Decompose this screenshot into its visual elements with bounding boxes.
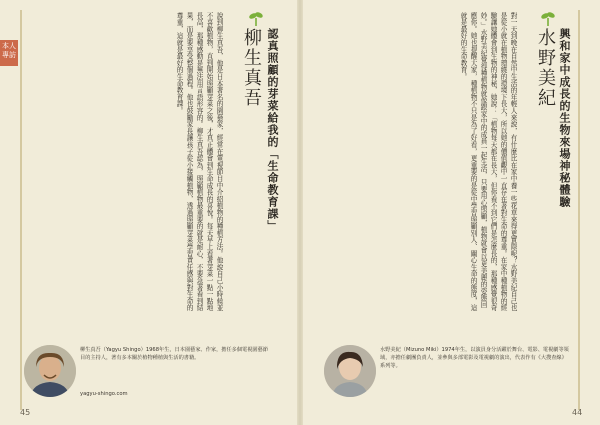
sprout-icon <box>248 10 264 26</box>
section-tab: 本人專訪 <box>0 40 18 66</box>
right-body: 對一天到晚在自然中生活的年輕人來說，有什麼比在家中養一些花草來得更實際呢？水野美紀自己也是從小就在植物環繞的環境下長大，所以她的價值觀中一直存在著對生命的尊重。在家中種植物的經驗讓她體會到生物的神秘，她說：「植物每天都在長大，但你看不到它們是怎麼長的，那種感覺很奇妙。」水野美紀覺得種植物就像跟家中的成員一起生活，只要用心照顧，植物就會以更美麗的姿態回應你。她也提醒大家，種植物不只是為了好看，更重要的是從中學習照顧別人、關心生命的態度，這就是最好的生命教育。 <box>459 12 517 312</box>
left-bio: 柳生真吾（Yagyu Shingo）1968年生，日本園藝家、作家，擔任多個電視園藝節目的主持人，著有多本關於植物種植與生活的書籍。 <box>80 347 268 361</box>
left-url[interactable]: yagyu-shingo.com <box>80 391 128 397</box>
right-name: 水野美紀 <box>535 28 556 108</box>
sprout-icon <box>540 10 556 26</box>
left-headline: 認真照顧的芽菜給我的「生命教育課」 <box>266 28 279 232</box>
right-margin-rule <box>578 10 580 410</box>
left-margin-rule <box>20 10 22 410</box>
right-headline: 興和家中成長的生物來場神秘體驗 <box>558 28 571 208</box>
page-fold <box>297 0 303 425</box>
right-page-number: 44 <box>572 408 583 417</box>
left-page-number: 45 <box>20 408 31 417</box>
left-name: 柳生真吾 <box>241 28 262 108</box>
right-bio: 水野美紀（Mizuno Miki）1974年生，以演員身分活躍於舞台、電影、電視劇等領域，亦擔任劇團負責人，並參與多部電影及電視劇的演出，代表作有《大搜查線》系列等。 <box>380 347 569 369</box>
portrait-photo-yagyu <box>24 345 76 397</box>
portrait-photo-mizuno <box>324 345 376 397</box>
left-body: 說到柳生真吾，他是日本著名的園藝家，經常在電視節目中介紹植物的種植方法。他說自己小時候並不喜歡植物，直到開始照顧芽菜之後，才真正體會到生命成長的喜悅。每天早上看著芽菜一點一點地長高，那種感動是無法用言語形容的。柳生真吾認為，照顧植物最重要的就是耐心，不要急著看到結果，而是要享受整個過程。他也鼓勵家長讓孩子從小接觸植物，透過照顧芽菜學習責任感與對生命的尊重，這就是最好的生命教育課。 <box>175 12 223 312</box>
